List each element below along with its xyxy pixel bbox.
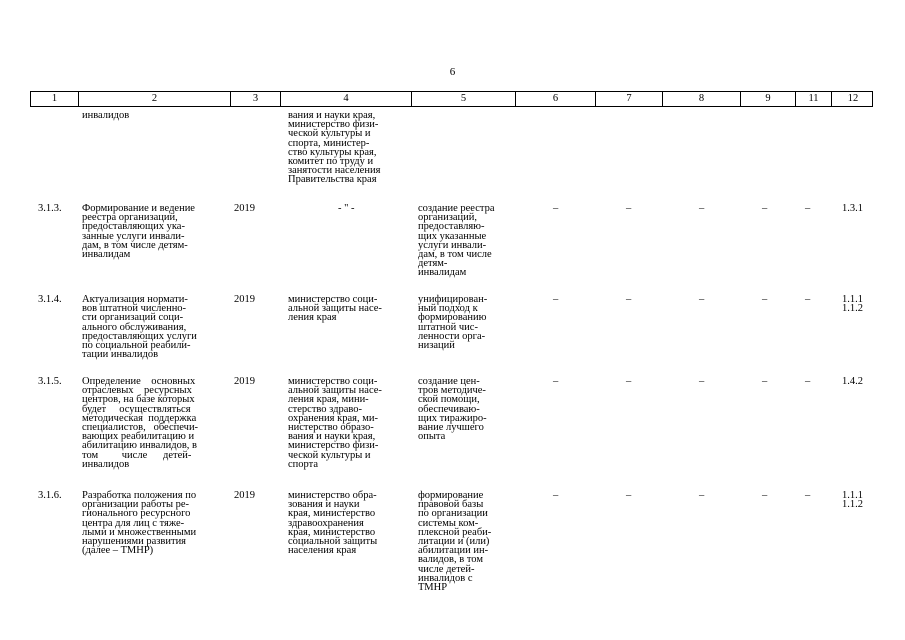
col-7-value: –	[626, 490, 632, 501]
col-7-value: –	[626, 203, 632, 214]
col-6-value: –	[553, 203, 559, 214]
row-number: 3.1.3.	[38, 203, 62, 214]
row-number: 3.1.6.	[38, 490, 62, 501]
page-number: 6	[449, 66, 456, 78]
header-col-5: 5	[412, 92, 516, 106]
header-col-9: 9	[741, 92, 796, 106]
col-11-value: –	[805, 376, 811, 387]
expected-result: унифицирован- ный подход к формированию штатной чис- ленности орга- низаций	[418, 294, 488, 352]
executor: министерство соци- альной защиты насе- ления края	[288, 294, 382, 324]
col-6-value: –	[553, 376, 559, 387]
deadline-year: 2019	[234, 294, 255, 305]
deadline-year: 2019	[234, 376, 255, 387]
col-6-value: –	[553, 294, 559, 305]
header-col-11: 11	[796, 92, 832, 106]
col-6-value: –	[553, 490, 559, 501]
col-11-value: –	[805, 490, 811, 501]
col-7-value: –	[626, 376, 632, 387]
header-col-12: 12	[847, 93, 859, 104]
header-col-4: 4	[281, 92, 412, 106]
header-col-7: 7	[596, 92, 663, 106]
col-8-value: –	[699, 203, 705, 214]
header-col-3: 3	[231, 92, 281, 106]
deadline-year: 2019	[234, 203, 255, 214]
col-8-value: –	[699, 490, 705, 501]
executor: министерство соци- альной защиты насе- ления края, мини- стерство здраво- охранения края, ми- нистерство образо- вания и науки края, министерство физи- ческой культуры и спорта	[288, 376, 382, 470]
row-number: 3.1.5.	[38, 376, 62, 387]
table-header-row	[30, 91, 873, 107]
col-9-value: –	[762, 203, 768, 214]
expected-result: формирование правовой базы по организации системы ком- плексной реаби- литации и (или) абилитации ин- валидов, в том числе детей- инвалидов с ТМНР	[418, 490, 492, 594]
header-col-8: 8	[663, 92, 741, 106]
col-11-value: –	[805, 294, 811, 305]
col-12-value: 1.3.1	[842, 203, 863, 214]
deadline-year: 2019	[234, 490, 255, 501]
col-12-value: 1.1.1 1.1.2	[842, 294, 863, 315]
header-col-2: 2	[79, 92, 231, 106]
header-col-6: 6	[516, 92, 596, 106]
col-8-value: –	[699, 376, 705, 387]
col-7-value: –	[626, 294, 632, 305]
continuation-executor: вания и науки края, министерство физи- ческой культуры и спорта, министер- ство культуры края, комитет по труду и занятости населения Правительства края	[288, 110, 381, 186]
continuation-name: инвалидов	[82, 110, 130, 121]
col-11-value: –	[805, 203, 811, 214]
header-col-1: 1	[31, 92, 79, 106]
executor: министерство обра- зования и науки края, министерство здравоохранения края, министерство социальной защиты населения края	[288, 490, 378, 557]
col-8-value: –	[699, 294, 705, 305]
executor: - " -	[338, 203, 355, 214]
expected-result: создание реестра организаций, предоставляю- щих указанные услуги инвали- дам, в том числе детям- инвалидам	[418, 203, 495, 279]
row-number: 3.1.4.	[38, 294, 62, 305]
col-9-value: –	[762, 294, 768, 305]
col-12-value: 1.1.1 1.1.2	[842, 490, 863, 511]
measure-name: Формирование и ведение реестра организаций, предоставляющих ука- занные услуги инвали- дам, в том числе детям- инвалидам	[82, 203, 195, 261]
col-12-value: 1.4.2	[842, 376, 863, 387]
expected-result: создание цен- тров методиче- ской помощи, обеспечиваю- щих тиражиро- вание лучшего опыта	[418, 376, 487, 443]
measure-name: Разработка положения по организации работы ре- гионального ресурсного центра для лиц с тяже- лыми и множественными нарушениями развития (далее – ТМНР)	[82, 490, 197, 557]
measure-name: Актуализация нормати- вов штатной численно- сти организаций соци- ального обслуживания, предоставляющих услуги по социальной реабили- тации инвалидов	[82, 294, 197, 361]
measure-name: Определение основных отраслевых ресурсных центров, на базе которых будет осуществляться методическая поддержка специалистов, обеспечи- вающих реабилитацию и абилитацию инвалидов, в том числе детей- инвалидов	[82, 376, 199, 470]
col-9-value: –	[762, 376, 768, 387]
col-9-value: –	[762, 490, 768, 501]
